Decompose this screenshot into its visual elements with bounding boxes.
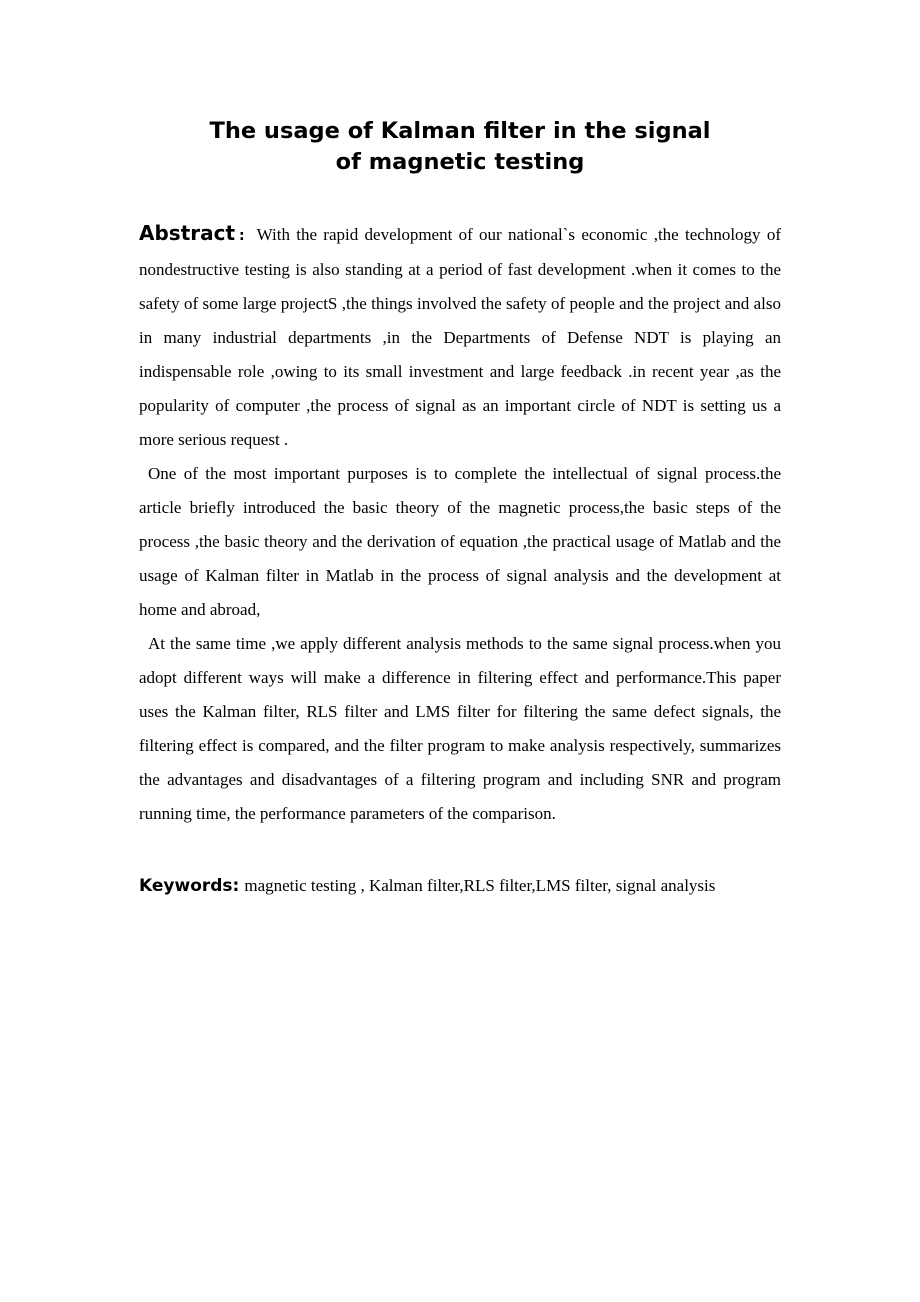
keywords-line [139, 869, 839, 903]
abstract-separator: : [239, 228, 245, 244]
keywords-label: Keywords: [139, 876, 240, 896]
abstract-paragraph-1 [139, 216, 781, 457]
abstract-paragraph-3: At the same time ,we apply different analysis methods to the same signal process.when you adopt different ways will make a difference in filtering effect and performance.This paper uses the Kalman filter, RLS filter and LMS filter for filtering the same defect signals, the filtering effect is compared, and the filter program to make analysis respectively, summarizes the advantages and disadvantages of a filtering program and including SNR and program running time, the performance parameters of the comparison. [139, 634, 781, 823]
document-title [100, 116, 820, 178]
abstract-paragraph-1-text: With the rapid development of our national`s economic ,the technology of nondestructive testing is also standing at a period of fast development .when it comes to the safety of some large projectS ,the things involved the safety of people and the project and also in many industrial departments ,in the Departments of Defense NDT is playing an indispensable role ,owing to its small investment and large feedback .in recent year ,as the popularity of computer ,the process of signal as an important circle of NDT is setting us a more serious request . [139, 225, 781, 449]
abstract-label: Abstract [139, 221, 236, 245]
abstract-paragraph-2: One of the most important purposes is to complete the intellectual of signal process.the article briefly introduced the basic theory of the magnetic process,the basic steps of the process ,the basic theory and the derivation of equation ,the practical usage of Matlab and the usage of Kalman filter in Matlab in the process of signal analysis and the development at home and abroad, [139, 464, 781, 619]
keywords-text: magnetic testing , Kalman filter,RLS filter,LMS filter, signal analysis [244, 876, 716, 895]
abstract-section [139, 216, 781, 831]
title-line-1: The usage of Kalman filter in the signal [209, 118, 711, 144]
title-line-2: of magnetic testing [335, 149, 585, 175]
